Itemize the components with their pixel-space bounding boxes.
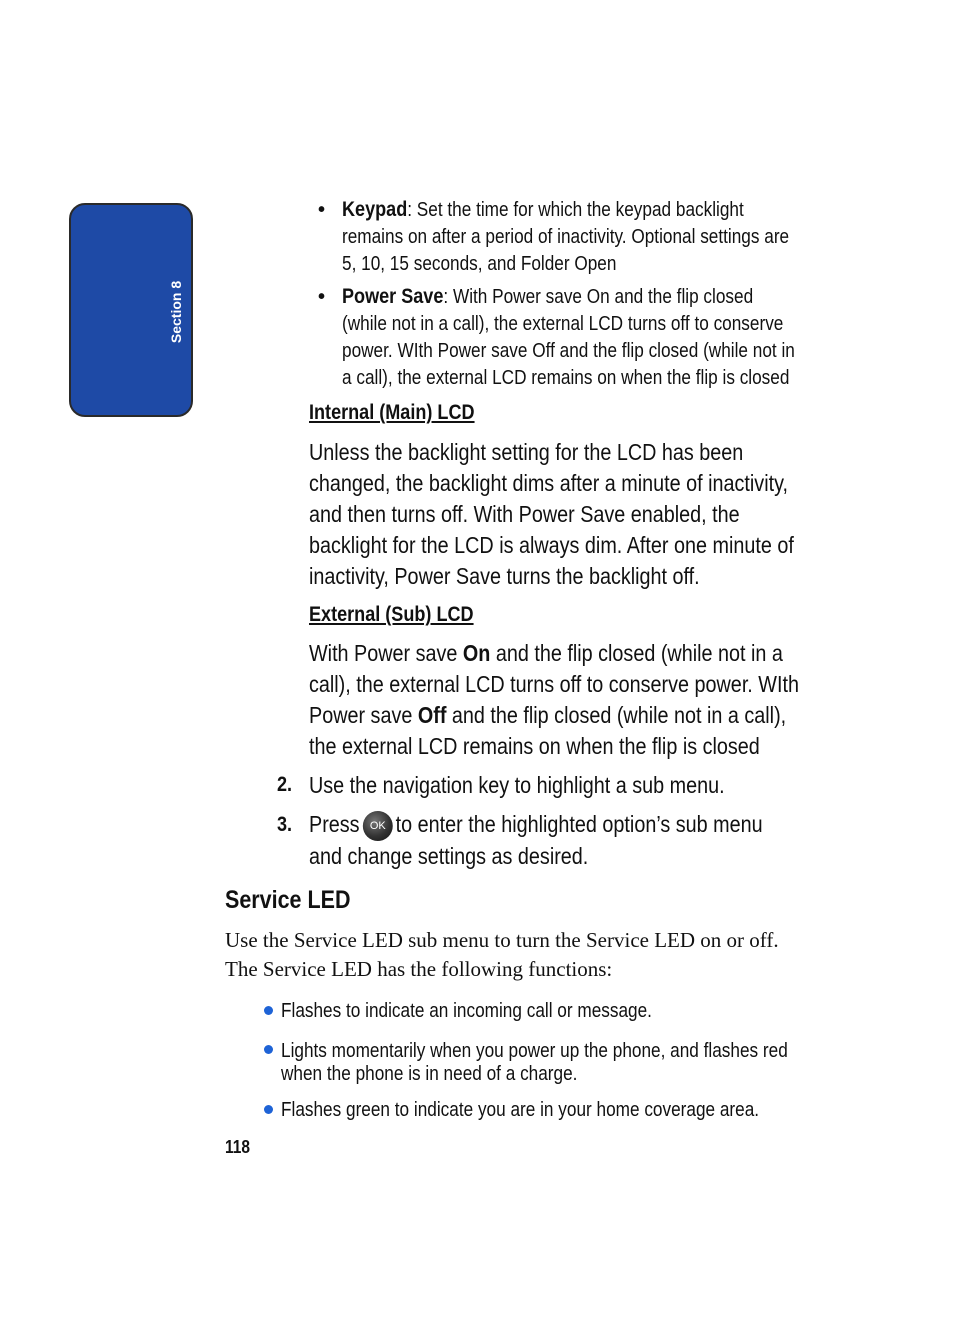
led-function-item: Lights momentarily when you power up the phone, and flashes red when the phone is in need of a charge.: [281, 1040, 788, 1085]
external-lcd-body: With Power save On and the flip closed (while not in a call), the external LCD turns off to conserve power. WIth Power save Off and the flip closed (while not in a call), the external LCD remains on when the flip is closed: [309, 640, 799, 759]
service-led-intro: Use the Service LED sub menu to turn the Service LED on or off. The Service LED has the following functions:: [225, 928, 779, 981]
led-function-item: Flashes green to indicate you are in your home coverage area.: [281, 1099, 760, 1121]
bullet-marker: •: [318, 199, 326, 221]
bullet-marker: •: [318, 286, 326, 308]
on-term: On: [462, 640, 491, 666]
service-led-heading: Service LED: [225, 886, 351, 914]
internal-lcd-heading: Internal (Main) LCD: [309, 401, 475, 424]
external-lcd-heading: External (Sub) LCD: [309, 603, 474, 626]
off-term: Off: [417, 702, 447, 728]
step-text: Press OK to enter the highlighted option’s sub menu and change settings as desired.: [309, 811, 763, 869]
ok-button-icon: OK: [363, 811, 393, 841]
bullet-desc: : Set the time for which the keypad backlight remains on after a period of inactivity. Optional settings are 5, 10, 15 seconds, and Folder Open: [342, 199, 790, 275]
internal-lcd-body: Unless the backlight setting for the LCD has been changed, the backlight dims after a minute of inactivity, and then turns off. With Power Save enabled, the backlight for the LCD is always dim. After one minute of inactivity, Power Save turns the backlight off.: [309, 439, 794, 589]
step-number: 2.: [277, 773, 293, 796]
step-number: 3.: [277, 813, 293, 836]
bullet-term: Keypad: [342, 198, 408, 221]
bullet-keypad: [342, 196, 877, 278]
bullet-power-save: [342, 283, 877, 392]
led-function-item: Flashes to indicate an incoming call or message.: [281, 1000, 652, 1022]
bullet-dot-icon: [264, 1045, 273, 1054]
bullet-term: Power Save: [342, 285, 444, 308]
section-tab-label: Section 8: [168, 280, 184, 344]
page-number: 118: [225, 1137, 250, 1157]
bullet-desc: : With Power save On and the flip closed (while not in a call), the external LCD turns off to conserve power. WIth Power save Off and the flip closed (while not in a call), the external LCD remains on when the flip is closed: [342, 286, 795, 389]
step-text: Use the navigation key to highlight a sub menu.: [309, 772, 725, 798]
bullet-dot-icon: [264, 1006, 273, 1015]
bullet-dot-icon: [264, 1105, 273, 1114]
